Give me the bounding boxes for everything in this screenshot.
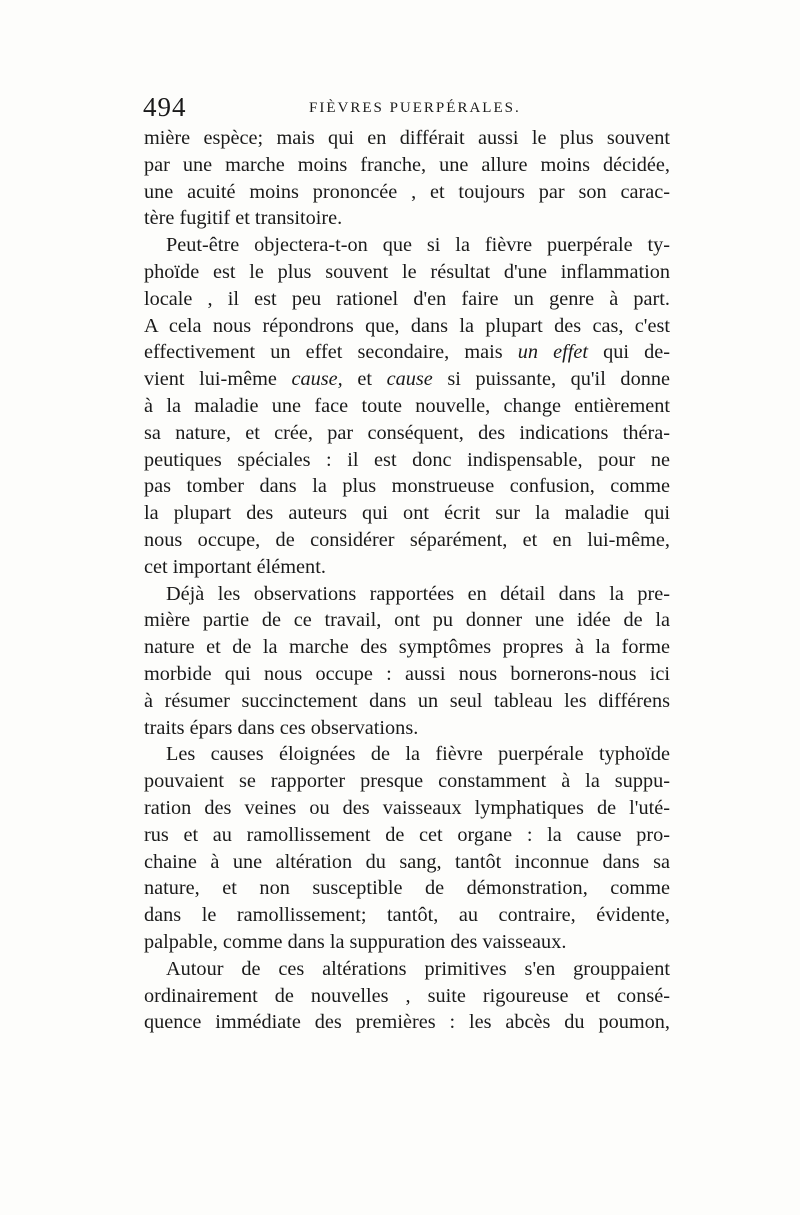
text-line: traits épars dans ces observations. bbox=[144, 716, 419, 739]
text-line: nature, et non susceptible de démonstration, comme bbox=[144, 877, 670, 900]
text-line: A cela nous répondrons que, dans la plupart des cas, c'est bbox=[144, 314, 670, 337]
text-line: morbide qui nous occupe : aussi nous bornerons-nous ici bbox=[144, 662, 670, 685]
text-line: tère fugitif et transitoire. bbox=[144, 207, 343, 230]
text-line: pouvaient se rapporter presque constamment à la suppu- bbox=[144, 770, 670, 793]
text-line: mière espèce; mais qui en différait aussi le plus souvent bbox=[144, 127, 670, 149]
paragraph bbox=[144, 581, 670, 742]
text-line: quence immédiate des premières : les abcès du poumon, bbox=[144, 1011, 670, 1034]
italic-word: cause, bbox=[291, 368, 343, 391]
text-line: sa nature, et crée, par conséquent, des indications théra- bbox=[144, 421, 670, 444]
text-line: Les causes éloignées de la fièvre puerpérale typhoïde bbox=[166, 743, 670, 766]
text-line: pas tomber dans la plus monstrueuse confusion, comme bbox=[144, 475, 670, 498]
text-line: rus et au ramollissement de cet organe : la cause pro- bbox=[144, 823, 670, 846]
running-head bbox=[143, 92, 670, 122]
text-line: mière partie de ce travail, ont pu donner une idée de la bbox=[144, 609, 670, 632]
italic-word: cause bbox=[386, 368, 433, 391]
text-line: chaine à une altération du sang, tantôt inconnue dans sa bbox=[144, 850, 670, 873]
text-line: à la maladie une face toute nouvelle, change entièrement bbox=[144, 394, 670, 417]
text-fragment: et bbox=[342, 368, 387, 391]
text-line: nous occupe, de considérer séparément, et en lui-même, bbox=[144, 528, 670, 551]
paragraph bbox=[144, 125, 670, 232]
text-line: une acuité moins prononcée , et toujours par son carac- bbox=[144, 180, 670, 203]
text-line: phoïde est le plus souvent le résultat d'une inflammation bbox=[144, 260, 670, 283]
text-line: ration des veines ou des vaisseaux lymphatiques de l'uté- bbox=[144, 796, 670, 819]
text-line: palpable, comme dans la suppuration des vaisseaux. bbox=[144, 930, 567, 953]
text-line: Peut-être objectera-t-on que si la fièvre puerpérale ty- bbox=[166, 234, 670, 257]
text-line: à résumer succinctement dans un seul tableau les différens bbox=[144, 689, 670, 712]
text-line: nature et de la marche des symptômes propres à la forme bbox=[144, 636, 670, 659]
text-fragment: vient lui-même bbox=[144, 368, 292, 391]
running-title: FIÈVRES PUERPÉRALES. bbox=[309, 100, 521, 116]
text-line: ordinairement de nouvelles , suite rigoureuse et consé- bbox=[144, 984, 670, 1007]
italic-phrase: un effet bbox=[517, 341, 588, 364]
text-line-with-italics bbox=[144, 366, 670, 393]
paragraph bbox=[144, 741, 670, 955]
text-line: cet important élément. bbox=[144, 555, 326, 578]
text-line: dans le ramollissement; tantôt, au contraire, évidente, bbox=[144, 904, 670, 927]
text-fragment: qui de- bbox=[588, 341, 670, 364]
text-line: locale , il est peu rationel d'en faire un genre à part. bbox=[144, 287, 670, 310]
text-line: par une marche moins franche, une allure moins décidée, bbox=[144, 153, 670, 176]
paragraph bbox=[144, 956, 670, 1036]
page-number: 494 bbox=[143, 92, 187, 122]
body-text bbox=[144, 125, 670, 1036]
text-line-with-italics bbox=[144, 339, 670, 366]
text-line: Déjà les observations rapportées en détail dans la pre- bbox=[166, 582, 670, 605]
text-fragment: effectivement un effet secondaire, mais bbox=[144, 341, 518, 364]
text-line: Autour de ces altérations primitives s'en grouppaient bbox=[166, 957, 670, 980]
paragraph bbox=[144, 232, 670, 580]
text-line: peutiques spéciales : il est donc indispensable, pour ne bbox=[144, 448, 670, 471]
text-line: la plupart des auteurs qui ont écrit sur la maladie qui bbox=[144, 502, 670, 525]
text-fragment: si puissante, qu'il donne bbox=[432, 368, 670, 391]
